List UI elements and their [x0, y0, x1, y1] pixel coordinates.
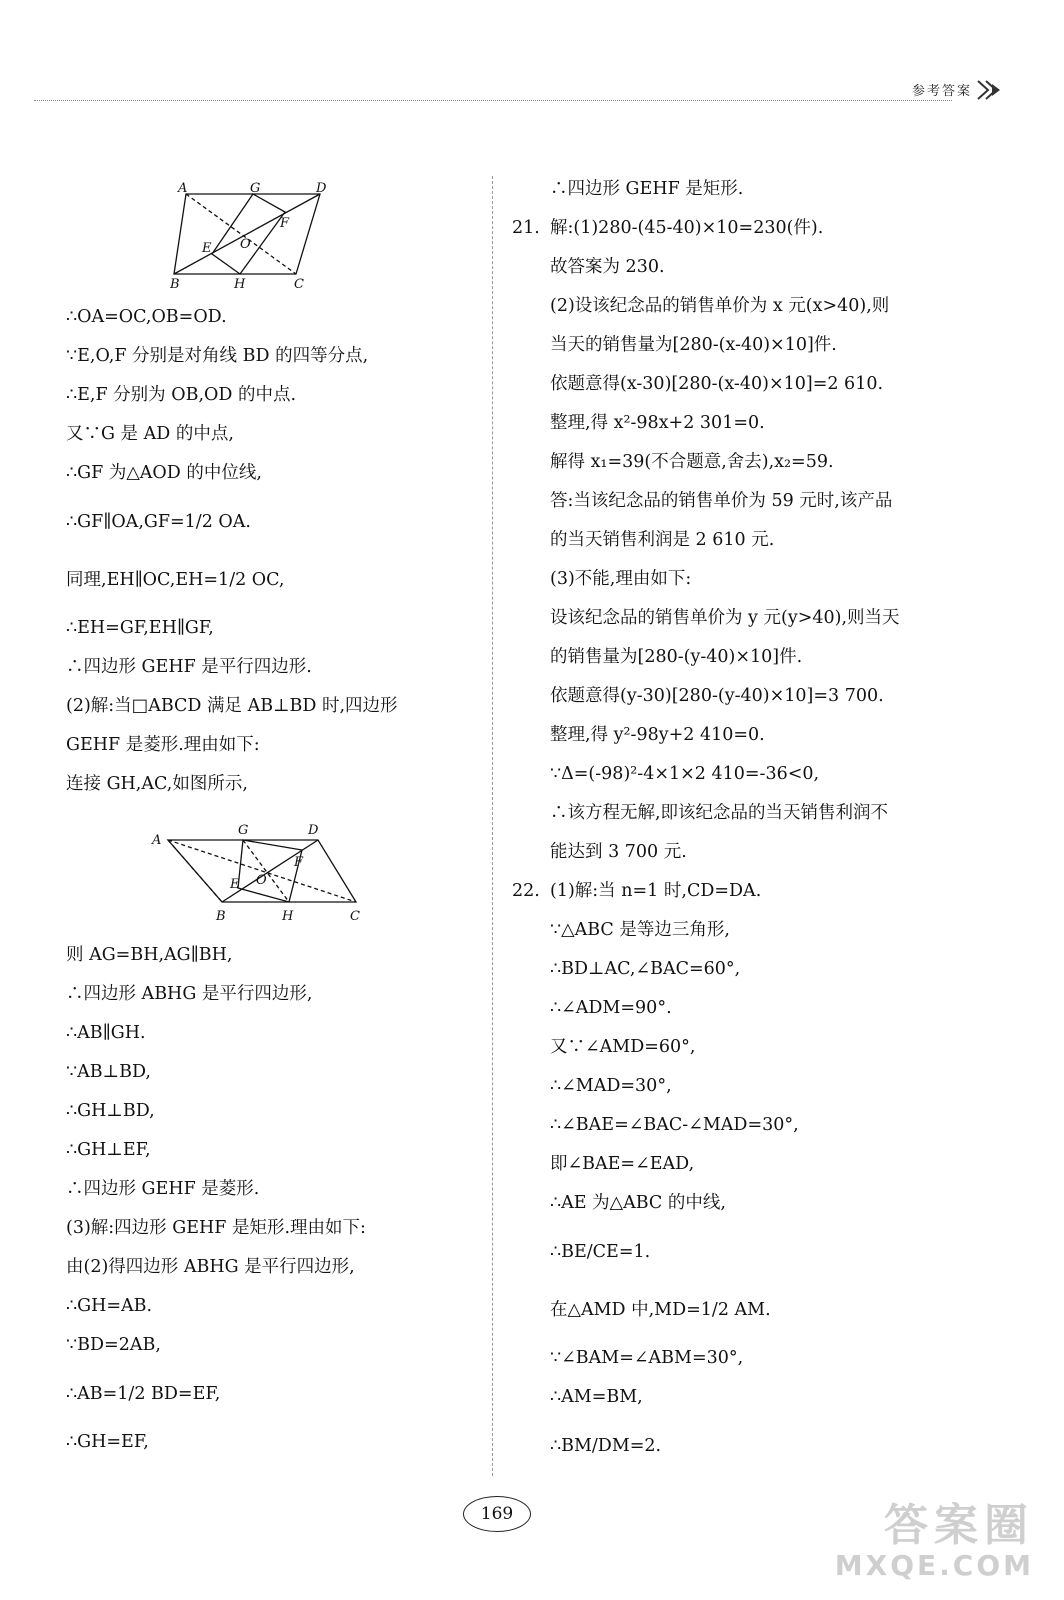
answer-text: ∴∠ADM=90°.	[550, 998, 672, 1018]
fig2-container	[66, 804, 486, 936]
answer-line	[66, 1287, 486, 1326]
answer-text: ∴GH⊥EF,	[66, 1140, 151, 1160]
answer-text: 又∵∠AMD=60°,	[550, 1037, 696, 1057]
answer-line	[66, 687, 486, 726]
answer-text: ∴GF∥OA,GF=1/2 OA.	[66, 512, 251, 532]
answer-text: ∵∠BAM=∠ABM=30°,	[550, 1348, 744, 1368]
answer-line	[66, 609, 486, 648]
answer-line	[66, 337, 486, 376]
fig2-label: B	[216, 909, 226, 924]
answer-text: 整理,得 y²-98y+2 410=0.	[550, 725, 765, 745]
answer-line	[512, 326, 962, 365]
fig1-container	[66, 170, 486, 298]
answer-text: 当天的销售量为[280-(x-40)×10]件.	[550, 335, 837, 355]
fig1-label: C	[294, 277, 304, 292]
fig1-label: A	[178, 182, 188, 196]
answer-line	[512, 1339, 962, 1378]
answer-line	[66, 1170, 486, 1209]
header-label: 参考答案	[911, 84, 972, 99]
answer-text: 同理,EH∥OC,EH=1/2 OC,	[66, 570, 285, 590]
answer-text: ∴E,F 分别为 OB,OD 的中点.	[66, 385, 297, 405]
answer-text: ∴∠MAD=30°,	[550, 1076, 672, 1096]
answer-line	[66, 454, 486, 493]
answer-text: (2)解:当□ABCD 满足 AB⊥BD 时,四边形	[66, 696, 398, 716]
answer-line	[512, 1378, 962, 1417]
answer-line	[66, 1014, 486, 1053]
question-number: 22.	[512, 881, 540, 901]
page-number: 169	[463, 1496, 531, 1532]
answer-text: (2)设该纪念品的销售单价为 x 元(x>40),则	[550, 296, 890, 316]
answer-text: 设该纪念品的销售单价为 y 元(y>40),则当天	[550, 608, 900, 628]
answer-line	[512, 989, 962, 1028]
answer-line	[66, 975, 486, 1014]
answer-line	[512, 1417, 962, 1475]
fig2-label: G	[238, 823, 249, 838]
fig1-label: H	[234, 277, 246, 292]
answer-text: ∴AB∥GH.	[66, 1023, 146, 1043]
answer-line	[512, 287, 962, 326]
answer-line	[512, 1184, 962, 1223]
answer-text: ∴四边形 GEHF 是菱形.	[66, 1179, 260, 1199]
answer-line	[66, 1248, 486, 1287]
answer-line	[512, 716, 962, 755]
answer-line	[512, 677, 962, 716]
answer-line	[66, 493, 486, 551]
answer-line	[512, 638, 962, 677]
answer-text: (3)解:四边形 GEHF 是矩形.理由如下:	[66, 1218, 366, 1238]
fig1-label: G	[250, 182, 261, 196]
answer-line	[66, 1053, 486, 1092]
fig2-label: F	[294, 855, 304, 870]
answer-line	[512, 1106, 962, 1145]
right-column	[512, 170, 962, 1475]
fig1-label: D	[316, 182, 327, 196]
answer-line	[512, 950, 962, 989]
answer-text: 即∠BAE=∠EAD,	[550, 1154, 695, 1174]
answer-text: ∵△ABC 是等边三角形,	[550, 920, 730, 940]
header-rule	[34, 100, 952, 101]
answer-text: ∴GH=EF,	[66, 1432, 149, 1452]
fig2-label: O	[256, 873, 267, 888]
answer-text: GEHF 是菱形.理由如下:	[66, 735, 260, 755]
answer-text: 的当天销售利润是 2 610 元.	[550, 530, 775, 550]
fig1-label: O	[240, 237, 251, 252]
watermark-logo-text: 答案圈	[884, 1500, 1034, 1551]
answer-line	[66, 1209, 486, 1248]
answer-line	[512, 404, 962, 443]
answer-text: 依题意得(y-30)[280-(y-40)×10]=3 700.	[550, 686, 884, 706]
answer-text: ∴AM=BM,	[550, 1387, 643, 1407]
fig2-label: E	[230, 877, 240, 892]
answer-line	[66, 1423, 486, 1462]
fig2-label: H	[282, 909, 294, 924]
answer-text: 依题意得(x-30)[280-(x-40)×10]=2 610.	[550, 374, 884, 394]
answer-line	[512, 365, 962, 404]
answer-text: ∴∠BAE=∠BAC-∠MAD=30°,	[550, 1115, 799, 1135]
answer-text: 连接 GH,AC,如图所示,	[66, 774, 248, 794]
answer-text: 的销售量为[280-(y-40)×10]件.	[550, 647, 803, 667]
answer-text: ∴四边形 GEHF 是平行四边形.	[66, 657, 312, 677]
answer-text: 解:(1)280-(45-40)×10=230(件).	[550, 218, 824, 238]
answer-text: 能达到 3 700 元.	[550, 842, 687, 862]
answer-line	[512, 755, 962, 794]
answer-line	[512, 248, 962, 287]
answer-line	[512, 1028, 962, 1067]
column-divider	[492, 176, 493, 1476]
answer-text: 又∵G 是 AD 的中点,	[66, 424, 234, 444]
fig2-label: C	[350, 909, 360, 924]
answer-line	[512, 1067, 962, 1106]
answer-text: ∵AB⊥BD,	[66, 1062, 151, 1082]
answer-line	[66, 415, 486, 454]
answer-line	[512, 482, 962, 521]
answer-text: (3)不能,理由如下:	[550, 569, 692, 589]
fig1-label: F	[280, 216, 290, 231]
answer-line	[66, 298, 486, 337]
answer-line	[512, 872, 962, 911]
fig1-label: B	[170, 277, 180, 292]
answer-text: ∴该方程无解,即该纪念品的当天销售利润不	[550, 803, 889, 823]
left-column	[66, 170, 486, 1462]
answer-text: ∴GH⊥BD,	[66, 1101, 155, 1121]
answer-text: (1)解:当 n=1 时,CD=DA.	[550, 881, 762, 901]
answer-line	[512, 833, 962, 872]
answer-text: 则 AG=BH,AG∥BH,	[66, 945, 233, 965]
answer-line	[66, 376, 486, 415]
answer-text: 答:当该纪念品的销售单价为 59 元时,该产品	[550, 491, 893, 511]
answer-line	[66, 1365, 486, 1423]
answer-text: ∴BE/CE=1.	[550, 1242, 651, 1262]
answer-text: ∵BD=2AB,	[66, 1335, 161, 1355]
answer-text: ∴四边形 GEHF 是矩形.	[550, 179, 744, 199]
answer-line	[66, 648, 486, 687]
fig1-label: E	[202, 241, 212, 256]
answer-text: ∵Δ=(-98)²-4×1×2 410=-36<0,	[550, 764, 820, 784]
answer-text: 在△AMD 中,MD=1/2 AM.	[550, 1300, 771, 1320]
fig2-label: A	[152, 833, 162, 848]
parallelogram-figure-2	[148, 810, 378, 934]
answer-line	[66, 1092, 486, 1131]
watermark-url: MXQE.COM	[834, 1549, 1034, 1582]
answer-text: ∴GF 为△AOD 的中位线,	[66, 463, 262, 483]
answer-text: 故答案为 230.	[550, 257, 665, 277]
answer-text: ∴EH=GF,EH∥GF,	[66, 618, 214, 638]
answer-line	[66, 1326, 486, 1365]
parallelogram-figure-1	[170, 182, 340, 292]
answer-line	[512, 1223, 962, 1281]
answer-text: 整理,得 x²-98x+2 301=0.	[550, 413, 765, 433]
answer-line	[66, 726, 486, 765]
answer-line	[512, 443, 962, 482]
question-number: 21.	[512, 218, 540, 238]
answer-line	[512, 1281, 962, 1339]
answer-text: ∴四边形 ABHG 是平行四边形,	[66, 984, 313, 1004]
answer-line	[512, 794, 962, 833]
answer-text: ∴OA=OC,OB=OD.	[66, 307, 227, 327]
answer-line	[66, 551, 486, 609]
answer-text: ∴AB=1/2 BD=EF,	[66, 1384, 221, 1404]
answer-line	[66, 1131, 486, 1170]
answer-line	[512, 521, 962, 560]
answer-text: 由(2)得四边形 ABHG 是平行四边形,	[66, 1257, 355, 1277]
answer-line	[512, 170, 962, 209]
header-arrow-icon	[976, 78, 1002, 102]
answer-text: ∴AE 为△ABC 的中线,	[550, 1193, 726, 1213]
answer-line	[512, 911, 962, 950]
answer-text: ∴BD⊥AC,∠BAC=60°,	[550, 959, 741, 979]
answer-text: 解得 x₁=39(不合题意,舍去),x₂=59.	[550, 452, 834, 472]
watermark	[835, 1489, 1034, 1582]
answer-line	[512, 560, 962, 599]
answer-text: ∴GH=AB.	[66, 1296, 153, 1316]
answer-line	[512, 1145, 962, 1184]
answer-text: ∴BM/DM=2.	[550, 1436, 662, 1456]
fig2-label: D	[308, 823, 319, 838]
answer-text: ∵E,O,F 分别是对角线 BD 的四等分点,	[66, 346, 369, 366]
answer-line	[512, 599, 962, 638]
answer-line	[66, 765, 486, 804]
answer-line	[512, 209, 962, 248]
answer-line	[66, 936, 486, 975]
